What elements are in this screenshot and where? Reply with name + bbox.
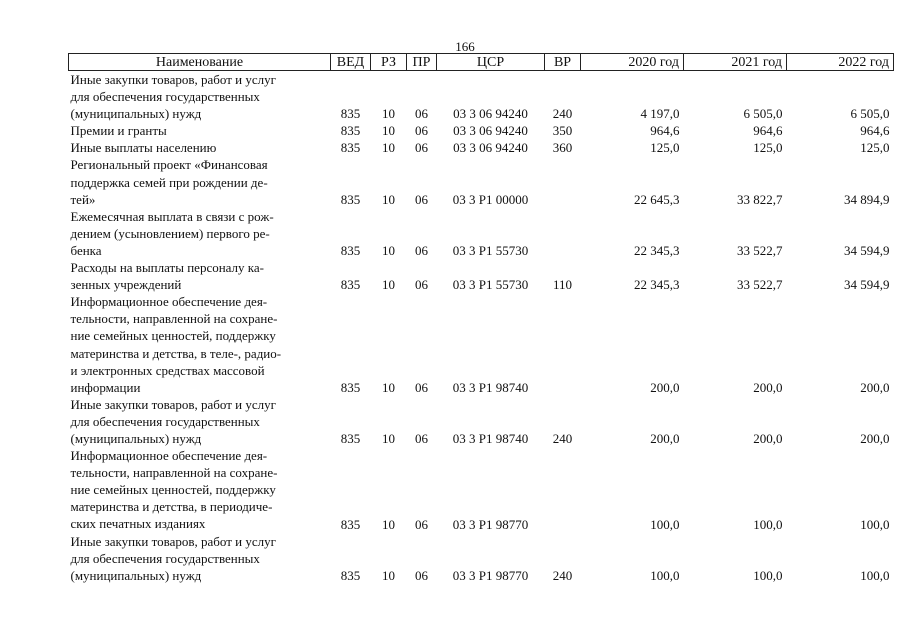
row-rz: 10	[382, 567, 395, 583]
row-csr: 03 3 06 94240	[453, 106, 528, 122]
row-pr: 06	[415, 106, 428, 122]
row-ved: 835	[340, 106, 361, 122]
row-2022: 34 894,9	[844, 191, 890, 207]
row-pr: 06	[415, 191, 428, 207]
table-row	[69, 208, 894, 259]
table-row	[69, 139, 894, 156]
row-2022: 964,6	[860, 123, 890, 139]
row-2021: 100,0	[753, 516, 783, 532]
row-ved: 835	[340, 243, 361, 259]
header-name: Наименование	[69, 54, 331, 71]
row-2021: 33 522,7	[737, 277, 783, 293]
row-2022: 6 505,0	[850, 106, 890, 122]
row-2021: 125,0	[753, 140, 783, 156]
row-pr: 06	[415, 277, 428, 293]
row-ved: 835	[340, 123, 361, 139]
row-2022: 125,0	[860, 140, 890, 156]
row-rz: 10	[382, 191, 395, 207]
header-vr: ВР	[545, 54, 581, 71]
row-2020: 100,0	[650, 567, 680, 583]
row-vr: 240	[552, 431, 573, 447]
row-name: Информационное обеспечение дея- тельности, направленной на сохране- ние семейных ценностей, поддержку материнства и детства, в теле-, радио- и электронных средствах массовой информации	[70, 294, 282, 395]
row-2021: 200,0	[753, 431, 783, 447]
row-vr: 350	[552, 123, 573, 139]
row-2020: 200,0	[650, 379, 680, 395]
row-2020: 125,0	[650, 140, 680, 156]
row-name: Расходы на выплаты персоналу ка- зенных учреждений	[70, 260, 265, 293]
table-row	[69, 122, 894, 139]
row-2020: 22 345,3	[634, 243, 680, 259]
row-2022: 200,0	[860, 431, 890, 447]
row-vr	[545, 208, 581, 259]
table-row	[69, 447, 894, 532]
row-rz: 10	[382, 243, 395, 259]
header-csr: ЦСР	[437, 54, 545, 71]
row-csr: 03 3 P1 00000	[452, 191, 529, 207]
header-ved: ВЕД	[331, 54, 371, 71]
row-name: Премии и гранты	[70, 123, 167, 139]
row-pr: 06	[415, 243, 428, 259]
row-vr	[545, 156, 581, 207]
row-ved: 835	[340, 567, 361, 583]
row-rz: 10	[382, 123, 395, 139]
row-vr: 360	[552, 140, 573, 156]
row-csr: 03 3 P1 98740	[452, 431, 529, 447]
row-2022: 200,0	[860, 379, 890, 395]
table-row	[69, 293, 894, 396]
page-number: 166	[455, 39, 475, 54]
row-2022: 34 594,9	[844, 243, 890, 259]
table-row	[69, 259, 894, 293]
row-2020: 100,0	[650, 516, 680, 532]
table-row	[69, 533, 894, 584]
header-pr: ПР	[407, 54, 437, 71]
row-2022: 34 594,9	[844, 277, 890, 293]
row-pr: 06	[415, 140, 428, 156]
row-csr: 03 3 06 94240	[453, 140, 528, 156]
row-name: Иные закупки товаров, работ и услуг для обеспечения государственных (муниципальных) нужд	[70, 72, 276, 122]
table-row	[69, 396, 894, 447]
row-ved: 835	[340, 277, 361, 293]
row-2020: 200,0	[650, 431, 680, 447]
row-rz: 10	[382, 106, 395, 122]
row-vr: 240	[552, 106, 573, 122]
row-pr: 06	[415, 431, 428, 447]
row-2022: 100,0	[860, 567, 890, 583]
header-2020: 2020 год	[581, 54, 684, 71]
row-pr: 06	[415, 123, 428, 139]
row-2022: 100,0	[860, 516, 890, 532]
row-vr: 240	[552, 567, 573, 583]
row-csr: 03 3 P1 98770	[452, 567, 529, 583]
row-csr: 03 3 P1 98770	[452, 516, 529, 532]
row-2021: 100,0	[753, 567, 783, 583]
row-name: Информационное обеспечение дея- тельности, направленной на сохране- ние семейных ценностей, поддержку материнства и детства, в периодиче- ских печатных изданиях	[70, 448, 278, 532]
row-csr: 03 3 06 94240	[453, 123, 528, 139]
row-ved: 835	[340, 516, 361, 532]
header-rz: РЗ	[371, 54, 407, 71]
row-2020: 22 345,3	[634, 277, 680, 293]
row-2021: 6 505,0	[743, 106, 783, 122]
header-2021: 2021 год	[684, 54, 787, 71]
row-2020: 964,6	[650, 123, 680, 139]
row-name: Иные выплаты населению	[70, 140, 217, 156]
row-ved: 835	[340, 431, 361, 447]
row-pr: 06	[415, 379, 428, 395]
row-pr: 06	[415, 567, 428, 583]
row-rz: 10	[382, 277, 395, 293]
row-2021: 200,0	[753, 379, 783, 395]
row-name: Ежемесячная выплата в связи с рож- дением (усыновлением) первого ре- бенка	[70, 208, 274, 258]
header-2022: 2022 год	[787, 54, 894, 71]
row-rz: 10	[382, 516, 395, 532]
row-pr: 06	[415, 516, 428, 532]
row-name: Иные закупки товаров, работ и услуг для обеспечения государственных (муниципальных) нужд	[70, 396, 276, 446]
row-2021: 964,6	[753, 123, 783, 139]
row-csr: 03 3 P1 55730	[452, 277, 529, 293]
table-row	[69, 71, 894, 123]
row-2020: 22 645,3	[634, 191, 680, 207]
row-rz: 10	[382, 431, 395, 447]
table-row	[69, 156, 894, 207]
row-vr: 110	[552, 277, 573, 293]
row-csr: 03 3 P1 98740	[452, 379, 529, 395]
row-name: Иные закупки товаров, работ и услуг для обеспечения государственных (муниципальных) нужд	[70, 533, 276, 583]
row-ved: 835	[340, 379, 361, 395]
row-vr	[545, 447, 581, 532]
row-ved: 835	[340, 191, 361, 207]
budget-table	[68, 53, 894, 584]
row-2021: 33 522,7	[737, 243, 783, 259]
row-ved: 835	[340, 140, 361, 156]
row-rz: 10	[382, 379, 395, 395]
row-2021: 33 822,7	[737, 191, 783, 207]
row-name: Региональный проект «Финансовая поддержка семей при рождении де- тей»	[70, 157, 268, 207]
header-row	[69, 54, 894, 71]
row-2020: 4 197,0	[640, 106, 680, 122]
row-csr: 03 3 P1 55730	[452, 243, 529, 259]
row-vr	[545, 293, 581, 396]
row-rz: 10	[382, 140, 395, 156]
